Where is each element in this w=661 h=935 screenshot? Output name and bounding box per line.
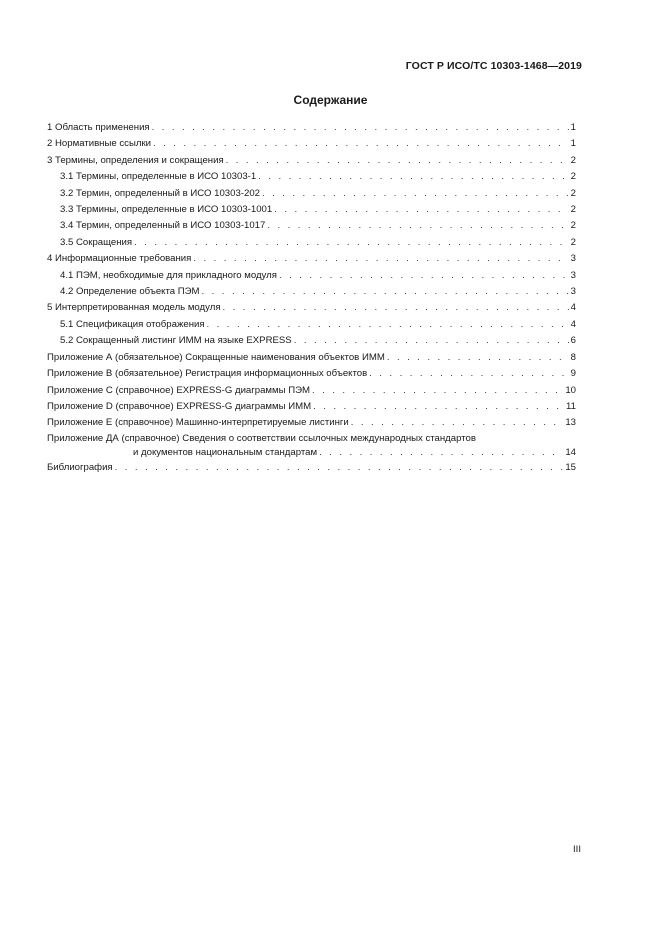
toc-item[interactable] (47, 366, 576, 382)
toc-item-page: 4 (570, 302, 576, 314)
toc-item-page: 2 (570, 220, 576, 232)
toc-item-text: Приложение В (обязательное) Регистрация информационных объектов (47, 368, 368, 380)
toc-leader (202, 284, 569, 300)
toc-item-line2 (47, 446, 576, 460)
toc-item-bibliography[interactable] (47, 460, 576, 476)
page-number: III (573, 844, 581, 855)
table-of-contents (47, 120, 576, 476)
toc-item[interactable] (47, 317, 576, 333)
toc-item-text: Библиография (47, 461, 113, 473)
toc-item-page: 3 (570, 253, 576, 265)
toc-item-text: 5 Интерпретированная модель модуля (47, 302, 221, 314)
toc-item-multiline[interactable] (47, 432, 576, 460)
toc-item-text: Приложение D (справочное) EXPRESS-G диаграммы ИММ (47, 400, 312, 412)
toc-item-page: 2 (570, 187, 576, 199)
toc-leader (294, 333, 569, 349)
toc-item[interactable] (47, 169, 576, 185)
toc-item-page: 9 (570, 368, 576, 380)
toc-item-page: 1 (570, 138, 576, 150)
toc-item-page: 6 (570, 335, 576, 347)
toc-title: Содержание (293, 93, 368, 107)
toc-item-page: 3 (570, 286, 576, 298)
toc-leader (267, 218, 568, 234)
toc-item-text: 3.3 Термины, определенные в ИСО 10303-1001 (60, 204, 273, 216)
toc-item-text: 1 Область применения (47, 122, 150, 133)
toc-leader (312, 383, 563, 399)
toc-item-text: 3.5 Сокращения (60, 236, 133, 248)
toc-item-page: 13 (565, 417, 576, 429)
toc-item-text: 5.2 Сокращенный листинг ИММ на языке EXPRESS (60, 335, 292, 347)
toc-item-page: 2 (570, 171, 576, 183)
toc-item-text: 3.4 Термин, определенный в ИСО 10303-1017 (60, 220, 266, 232)
toc-item-text: 4 Информационные требования (47, 253, 192, 265)
toc-item-text-line2: и документов национальным стандартам (133, 446, 318, 458)
toc-item-text: Приложение А (обязательное) Сокращенные наименования объектов ИММ (47, 351, 385, 363)
toc-leader (279, 268, 569, 284)
toc-item-text: 3.1 Термины, определенные в ИСО 10303-1 (60, 171, 257, 183)
toc-leader (313, 399, 564, 415)
toc-leader (258, 169, 568, 185)
toc-item[interactable] (47, 186, 576, 202)
toc-leader (387, 350, 569, 366)
toc-item[interactable] (47, 202, 576, 218)
toc-leader (351, 415, 564, 431)
toc-leader (223, 300, 569, 316)
toc-item[interactable] (47, 399, 576, 415)
toc-item[interactable] (47, 350, 576, 366)
toc-item-page: 15 (565, 461, 576, 473)
toc-leader (152, 120, 569, 136)
toc-item-text: Приложение Е (справочное) Машинно-интерпретируемые листинги (47, 417, 349, 429)
toc-item[interactable] (47, 136, 576, 152)
toc-item[interactable] (47, 251, 576, 267)
toc-leader (115, 460, 564, 476)
toc-item-text: 5.1 Спецификация отображения (60, 318, 205, 330)
toc-item[interactable] (47, 235, 576, 251)
toc-item-text: 3 Термины, определения и сокращения (47, 154, 224, 166)
toc-item-page: 10 (565, 384, 576, 396)
toc-item[interactable] (47, 383, 576, 399)
toc-leader (207, 317, 569, 333)
toc-item-text: 2 Нормативные ссылки (47, 138, 152, 150)
toc-item-text: 4.1 ПЭМ, необходимые для прикладного модуля (60, 269, 277, 281)
toc-leader (274, 202, 568, 218)
toc-item-page: 3 (570, 269, 576, 281)
toc-item-text: 3.2 Термин, определенный в ИСО 10303-202 (60, 187, 261, 199)
toc-item-page: 2 (570, 154, 576, 166)
toc-item-page: 1 (570, 122, 576, 133)
toc-item[interactable] (47, 333, 576, 349)
toc-item-page: 8 (570, 351, 576, 363)
toc-item-text: Приложение С (справочное) EXPRESS-G диаграммы ПЭМ (47, 384, 310, 396)
toc-leader (193, 251, 568, 267)
toc-leader (262, 186, 569, 202)
toc-leader (319, 446, 563, 460)
toc-leader (369, 366, 568, 382)
toc-item[interactable] (47, 415, 576, 431)
toc-item-page: 11 (566, 400, 576, 412)
toc-leader (226, 153, 569, 169)
toc-item[interactable] (47, 218, 576, 234)
toc-leader (134, 235, 569, 251)
toc-item[interactable] (47, 153, 576, 169)
toc-item-text: 4.2 Определение объекта ПЭМ (60, 286, 200, 298)
toc-item-page: 4 (570, 318, 576, 330)
toc-item-page: 14 (565, 446, 576, 458)
toc-item-text-line1: Приложение ДА (справочное) Сведения о соответствии ссылочных международных стандартов (47, 432, 476, 444)
toc-item[interactable] (47, 300, 576, 316)
toc-item[interactable] (47, 268, 576, 284)
document-code: ГОСТ Р ИСО/ТС 10303-1468—2019 (405, 60, 582, 72)
toc-item-page: 2 (570, 236, 576, 248)
toc-item-page: 2 (570, 204, 576, 216)
toc-leader (153, 136, 569, 152)
toc-item[interactable] (47, 120, 576, 136)
toc-item[interactable] (47, 284, 576, 300)
